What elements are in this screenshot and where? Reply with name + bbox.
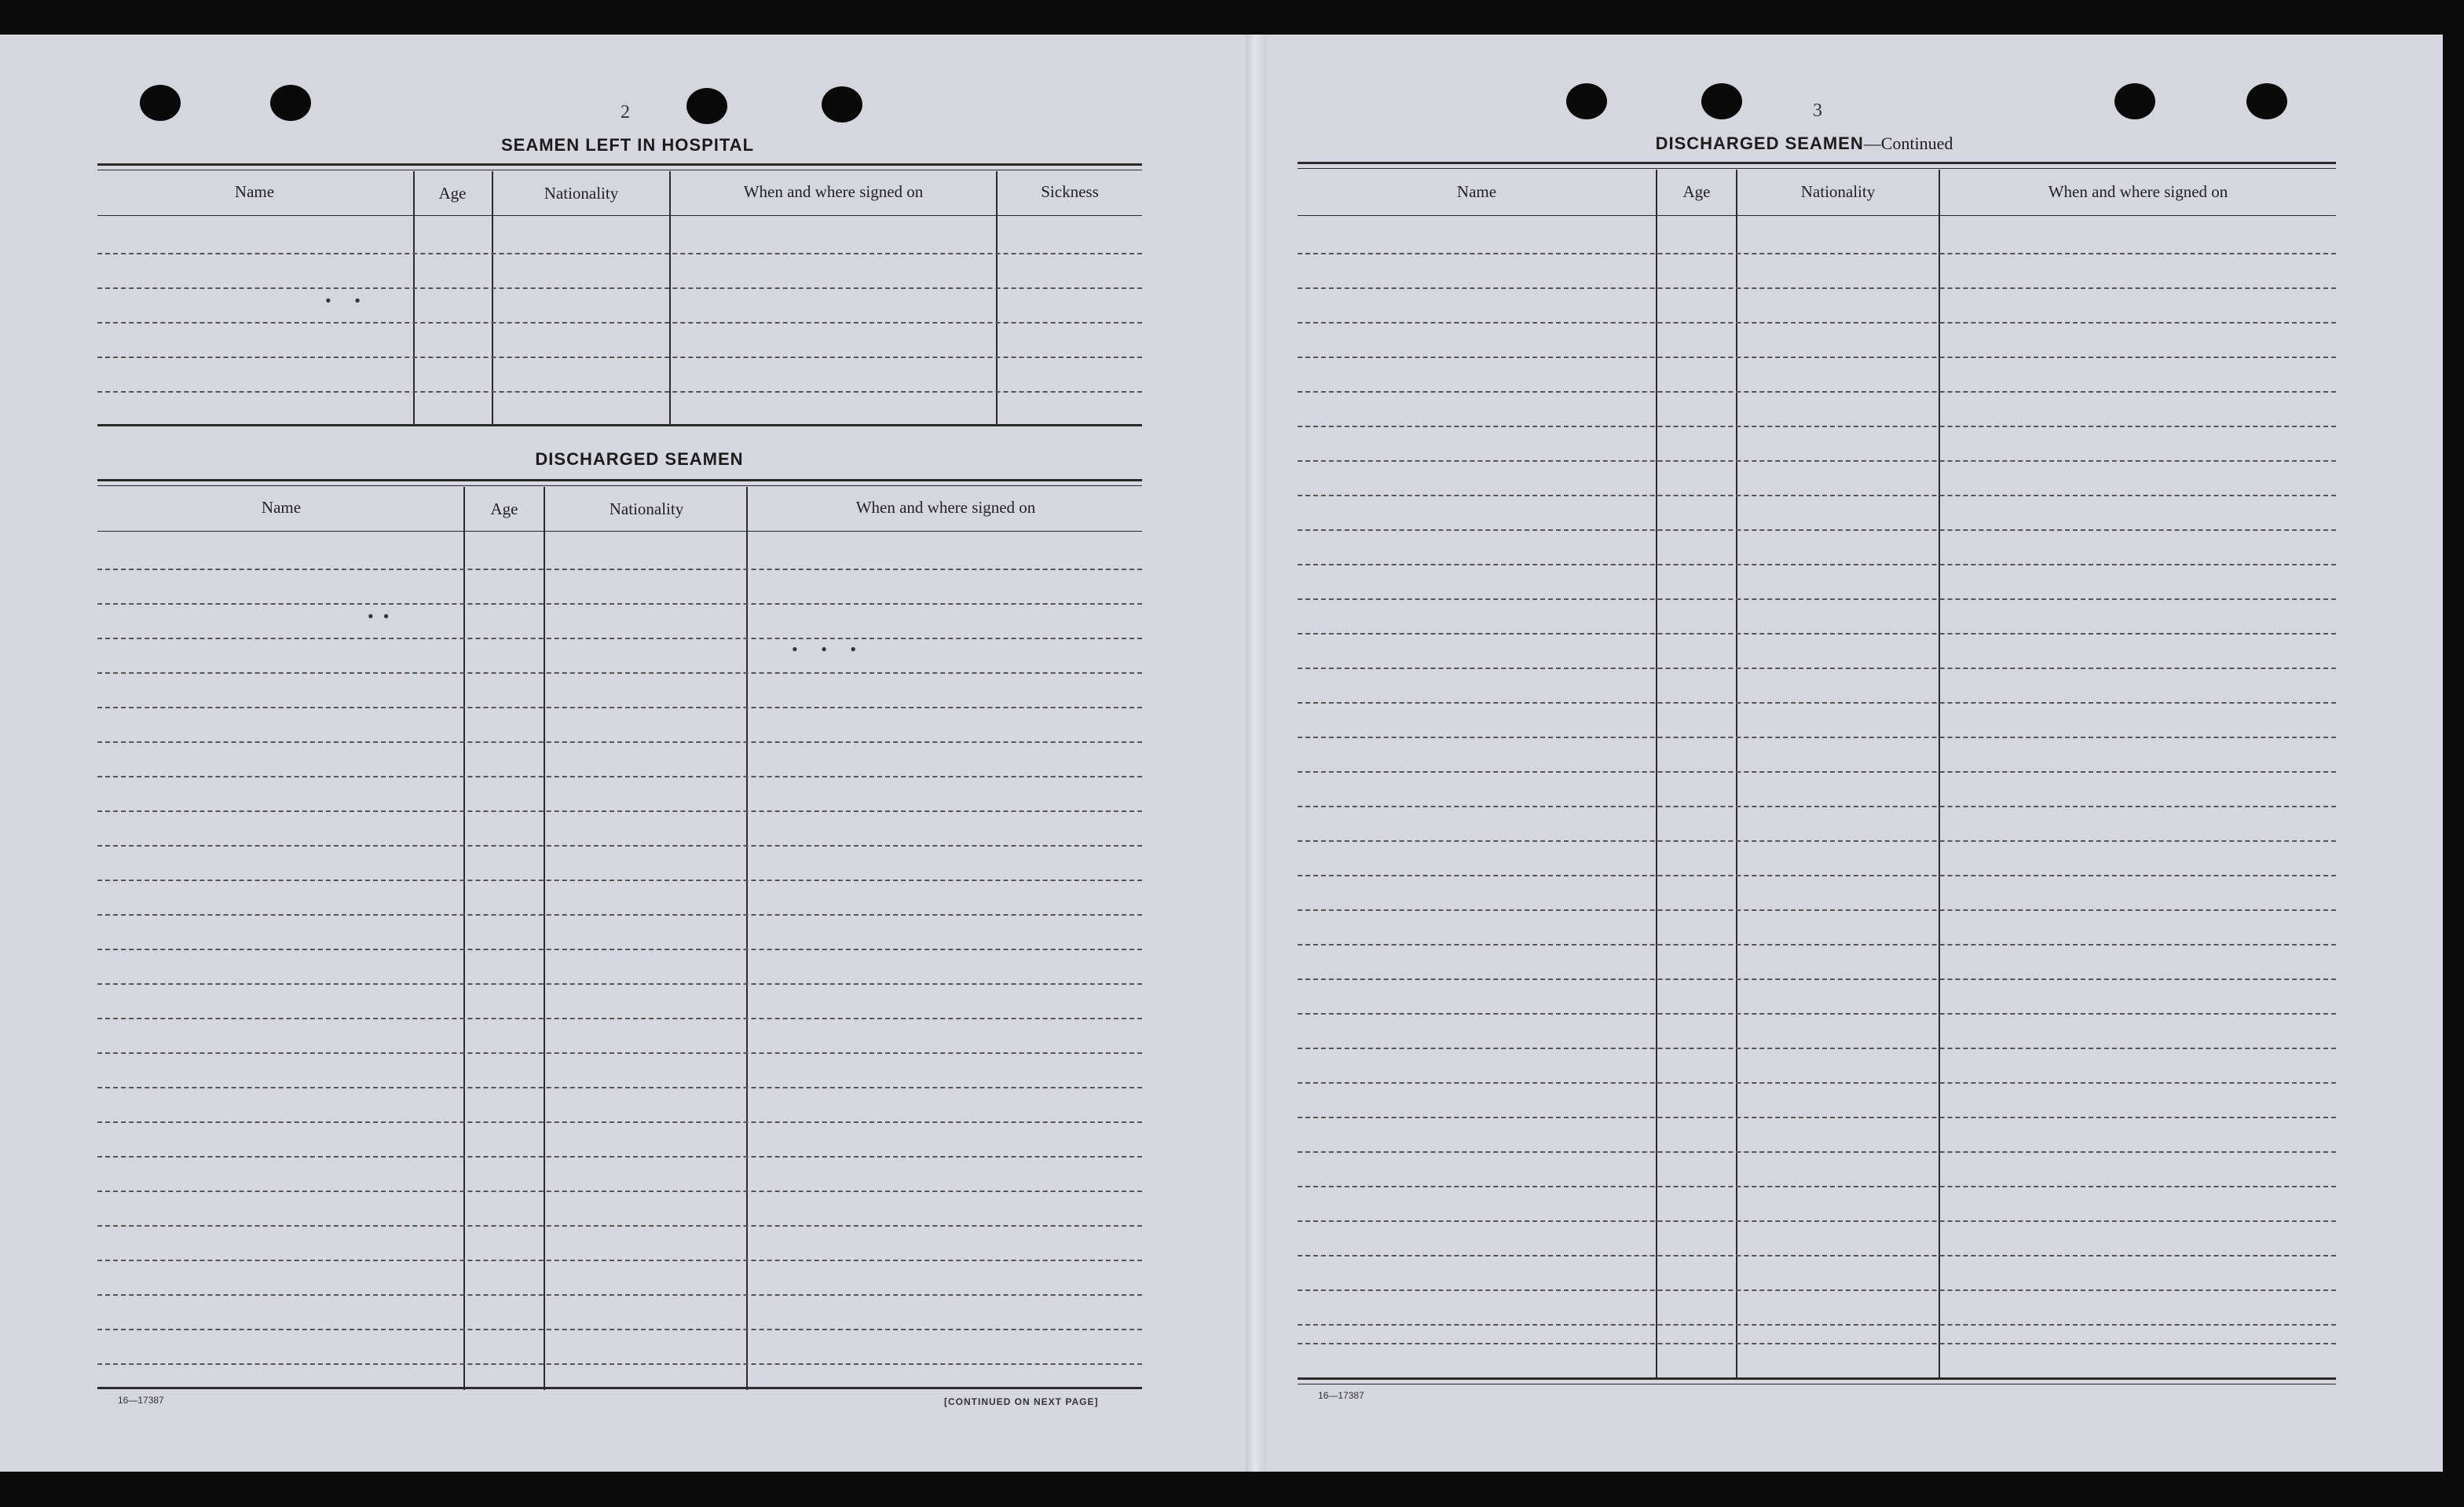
punch-hole bbox=[686, 88, 727, 124]
continued-note: [CONTINUED ON NEXT PAGE] bbox=[944, 1396, 1099, 1407]
rule bbox=[1298, 168, 2336, 169]
table-row-line bbox=[97, 776, 1142, 777]
rule bbox=[1298, 162, 2336, 164]
column-header-signed-on: When and where signed on bbox=[855, 498, 1036, 517]
table-row-line bbox=[97, 1329, 1142, 1330]
column-divider bbox=[669, 171, 671, 426]
ink-marks: • • bbox=[325, 291, 370, 310]
table-row-line bbox=[1298, 806, 2336, 807]
table-row-line bbox=[1298, 1289, 2336, 1291]
table-row-line bbox=[97, 1191, 1142, 1192]
table-row-line bbox=[1298, 1255, 2336, 1256]
table-row-line bbox=[1298, 702, 2336, 704]
table-row-line bbox=[1298, 1343, 2336, 1344]
rule bbox=[97, 424, 1142, 426]
section-title-discharged-continued bbox=[1298, 134, 2311, 154]
column-header-nationality: Nationality bbox=[544, 184, 619, 203]
table-row-line bbox=[97, 603, 1142, 605]
section-title-text: DISCHARGED SEAMEN bbox=[1655, 134, 1864, 153]
table-row-line bbox=[1298, 737, 2336, 738]
table-row-line bbox=[1298, 875, 2336, 876]
column-divider bbox=[1656, 170, 1657, 1379]
table-row-line bbox=[1298, 495, 2336, 496]
rule bbox=[97, 215, 1142, 216]
punch-hole bbox=[2114, 83, 2155, 119]
column-header-nationality: Nationality bbox=[609, 499, 684, 518]
table-row-line bbox=[97, 1294, 1142, 1296]
form-number: 16—17387 bbox=[1318, 1390, 1364, 1401]
rule bbox=[97, 1387, 1142, 1389]
column-divider bbox=[492, 171, 493, 426]
table-row-line bbox=[1298, 598, 2336, 600]
table-row-line bbox=[97, 1052, 1142, 1054]
table-row-line bbox=[1298, 1151, 2336, 1153]
table-row-line bbox=[97, 1156, 1142, 1158]
column-header-name: Name bbox=[261, 498, 302, 517]
table-row-line bbox=[1298, 460, 2336, 462]
column-divider bbox=[463, 487, 465, 1390]
column-divider bbox=[1939, 170, 1940, 1379]
page-fold bbox=[1246, 35, 1266, 1472]
table-row-line bbox=[97, 638, 1142, 639]
table-row-line bbox=[97, 1363, 1142, 1365]
column-header-name: Name bbox=[234, 182, 275, 201]
section-title-discharged: DISCHARGED SEAMEN bbox=[535, 449, 744, 469]
table-row-line bbox=[97, 1225, 1142, 1227]
table-row-line bbox=[97, 322, 1142, 324]
table-row-line bbox=[97, 949, 1142, 950]
column-divider bbox=[746, 487, 748, 1390]
table-row-line bbox=[1298, 771, 2336, 773]
table-row-line bbox=[1298, 391, 2336, 393]
column-header-age: Age bbox=[490, 499, 518, 518]
rule bbox=[1298, 1377, 2336, 1380]
table-row-line bbox=[1298, 840, 2336, 842]
table-row-line bbox=[1298, 529, 2336, 531]
rule bbox=[97, 479, 1142, 481]
column-header-age: Age bbox=[1682, 182, 1711, 201]
table-row-line bbox=[1298, 1013, 2336, 1015]
punch-hole bbox=[1701, 83, 1742, 119]
form-number: 16—17387 bbox=[118, 1395, 164, 1406]
table-row-line bbox=[97, 741, 1142, 743]
column-header-nationality: Nationality bbox=[1800, 182, 1876, 201]
column-divider bbox=[996, 171, 998, 426]
table-row-line bbox=[97, 391, 1142, 393]
table-row-line bbox=[1298, 1324, 2336, 1326]
table-row-line bbox=[97, 914, 1142, 916]
rule bbox=[97, 485, 1142, 486]
table-row-line bbox=[1298, 1220, 2336, 1222]
table-row-line bbox=[97, 253, 1142, 254]
punch-hole bbox=[2246, 83, 2287, 119]
table-row-line bbox=[97, 880, 1142, 881]
table-row-line bbox=[1298, 1082, 2336, 1084]
punch-hole bbox=[140, 85, 181, 121]
table-row-line bbox=[1298, 322, 2336, 324]
column-header-age: Age bbox=[438, 184, 467, 203]
table-row-line bbox=[1298, 909, 2336, 911]
table-row-line bbox=[97, 1087, 1142, 1088]
punch-hole bbox=[270, 85, 311, 121]
table-row-line bbox=[1298, 668, 2336, 669]
table-row-line bbox=[1298, 564, 2336, 565]
table-row-line bbox=[97, 707, 1142, 708]
column-header-sickness: Sickness bbox=[1041, 182, 1099, 201]
table-row-line bbox=[1298, 253, 2336, 254]
table-row-line bbox=[97, 357, 1142, 358]
table-row-line bbox=[97, 672, 1142, 674]
table-row-line bbox=[97, 569, 1142, 570]
section-title-suffix: —Continued bbox=[1863, 134, 1953, 153]
table-row-line bbox=[1298, 426, 2336, 427]
table-row-line bbox=[97, 1121, 1142, 1123]
punch-hole bbox=[822, 86, 862, 123]
table-row-line bbox=[97, 845, 1142, 847]
column-divider bbox=[1736, 170, 1737, 1379]
punch-hole bbox=[1566, 83, 1607, 119]
table-row-line bbox=[97, 1018, 1142, 1019]
table-row-line bbox=[1298, 978, 2336, 980]
column-header-name: Name bbox=[1456, 182, 1497, 201]
table-row-line bbox=[1298, 1186, 2336, 1187]
column-header-signed-on: When and where signed on bbox=[2048, 182, 2228, 201]
column-header-signed-on: When and where signed on bbox=[743, 182, 924, 201]
table-row-line bbox=[97, 810, 1142, 812]
rule bbox=[97, 163, 1142, 166]
page-number-left: 2 bbox=[621, 102, 630, 123]
table-row-line bbox=[97, 287, 1142, 289]
table-row-line bbox=[1298, 1117, 2336, 1118]
rule bbox=[97, 531, 1142, 532]
table-row-line bbox=[1298, 287, 2336, 289]
table-row-line bbox=[1298, 633, 2336, 635]
column-divider bbox=[544, 487, 545, 1390]
ink-marks: •• bbox=[368, 606, 399, 626]
column-divider bbox=[413, 171, 415, 426]
table-row-line bbox=[97, 983, 1142, 985]
rule bbox=[1298, 215, 2336, 216]
table-row-line bbox=[1298, 944, 2336, 946]
table-row-line bbox=[97, 1260, 1142, 1261]
table-row-line bbox=[1298, 357, 2336, 358]
page-number-right: 3 bbox=[1813, 101, 1822, 121]
section-title-hospital: SEAMEN LEFT IN HOSPITAL bbox=[500, 135, 755, 155]
table-row-line bbox=[1298, 1048, 2336, 1049]
ink-marks: • • • bbox=[792, 639, 866, 659]
